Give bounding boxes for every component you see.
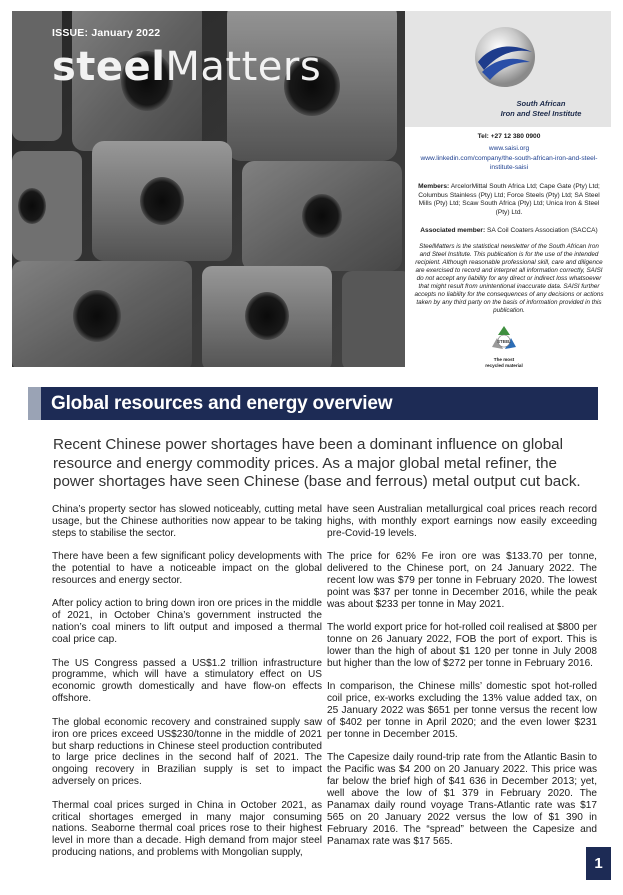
recycle-caption-line2: recycled material [485, 362, 523, 368]
associated-text: SA Coil Coaters Association (SACCA) [487, 227, 598, 234]
linkedin-link[interactable]: www.linkedin.com/company/the-south-african-iron-and-steel-institute-saisi [420, 155, 598, 171]
paragraph: The world export price for hot-rolled coil realised at $800 per tonne on 26 January 2022, FOB the port of export. This is lower than the high of about $1 120 per tonne in July 2008 but higher than the low of $272 per tonne in February 2016. [327, 622, 597, 669]
article-title: Global resources and energy overview [51, 393, 393, 414]
associated-member [414, 227, 604, 236]
associated-label: Associated member: [420, 227, 486, 234]
paragraph: The global economic recovery and constrained supply saw iron ore prices exceed US$230/tonne in the middle of 2021 but sharp reductions in Chinese steel production contributed to large price declines in the second half of 2021. The ongoing recovery in Brazilian supply is set to impact adversely on prices. [52, 716, 322, 788]
article-lead: Recent Chinese power shortages have been a dominant influence on global resource and energy commodity prices. As a major global metal refiner, the power shortages have seen Chinese (base and ferrous) metal output cut back. [53, 436, 581, 491]
website-link[interactable]: www.saisi.org [488, 145, 530, 152]
paragraph: In comparison, the Chinese mills’ domestic spot hot-rolled coil price, ex-works excluding the 13% value added tax, on 25 January 2022 was $651 per tonne versus the recent low of $402 per tonne in April 2020; and the even lower $231 per tonne in December 2015. [327, 681, 597, 740]
section-title-bar [28, 387, 598, 420]
recycle-icon [488, 323, 520, 355]
masthead-matters: Matters [165, 44, 322, 90]
saisi-logo-icon [470, 22, 540, 92]
paragraph: Thermal coal prices surged in China in October 2021, as critical shortages emerged in many major consuming nations. Seaborne thermal coal prices rose to their highest level in more than a decade. High demand from major steel producing nations, and problems with Mongolian supply, [52, 799, 322, 859]
issue-date: ISSUE: January 2022 [52, 27, 161, 39]
title-accent [28, 387, 41, 420]
members-label: Members: [418, 183, 450, 190]
recycle-caption-line1: The most [493, 357, 515, 362]
masthead-steel: steel [52, 44, 166, 90]
paragraph: After policy action to bring down iron ore prices in the middle of 2021, in October China’s government instructed the nation’s coal miners to lift output and imposed a thermal coal price cap. [52, 598, 322, 646]
recycle-badge-text: STEEL [497, 338, 511, 344]
paragraph: The price for 62% Fe iron ore was $133.70 per tonne, delivered to the Chinese port, on 24 January 2022. The recent low was $79 per tonne in February 2020. The lowest point was $37 per tonne in December 2016, while the peak was about $233 per tonne in May 2021. [327, 551, 597, 610]
members-list [414, 183, 604, 217]
paragraph: The Capesize daily round-trip rate from the Atlantic Basin to the Pacific was $4 200 on 20 January 2022. This price was far below the brief high of $41 636 in December 2013; yet, well above the low of $1 379 in February 2020. The Panamax daily round voyage Trans-Atlantic rate was $17 565 on 20 January 2022 versus the low of $1 390 in February 2016. The “spread” between the Capesize and Panamax rate was $17 565. [327, 752, 597, 847]
paragraph: China’s property sector has slowed noticeably, cutting metal usage, but the Chinese authorities now appear to be taking steps to stabilise the sector. [52, 504, 322, 539]
paragraph: There have been a few significant policy developments with the potential to have a noticeable impact on the global resources and energy sector. [52, 551, 322, 587]
recycle-caption [480, 357, 528, 368]
page-number: 1 [586, 847, 611, 880]
cover-photo [12, 11, 405, 367]
left-column [52, 504, 322, 871]
disclaimer: SteelMatters is the statistical newsletter of the South African Iron and Steel Institute. This publication is for the use of the intended recipient. Although reasonable professional skill, care and diligence are exercised to record and interpret all information correctly, SAISI do not accept any liability for any direct or indirect loss whatsoever that might result from unintentional inaccurate data. SAISI further accepts no liability for the consequences of any decisions or actions taken by any third party on the basis of information provided in this publication. [414, 243, 604, 315]
newsletter-masthead [52, 44, 322, 90]
paragraph: have seen Australian metallurgical coal prices reach record highs, with monthly export earnings now easily exceeding pre-Covid-19 levels. [327, 504, 597, 539]
members-text: ArcelorMittal South Africa Ltd; Cape Gate (Pty) Ltd; Columbus Stainless (Pty) Ltd; Force Steels (Pty) Ltd; SA Steel Mills (Pty) Ltd; Scaw South Africa (Pty) Ltd; Unica Iron & Steel (Pty) Ltd. [418, 183, 600, 216]
institute-name-line2: Iron and Steel Institute [500, 108, 582, 118]
telephone: Tel: +27 12 380 0900 [477, 133, 541, 140]
institute-name-line1: South African [516, 99, 566, 108]
right-column [327, 504, 597, 859]
paragraph: The US Congress passed a US$1.2 trillion infrastructure programme, which will have a stimulatory effect on US economic growth domestically and have flow-on effects offshore. [52, 657, 322, 705]
institute-name [480, 99, 602, 119]
